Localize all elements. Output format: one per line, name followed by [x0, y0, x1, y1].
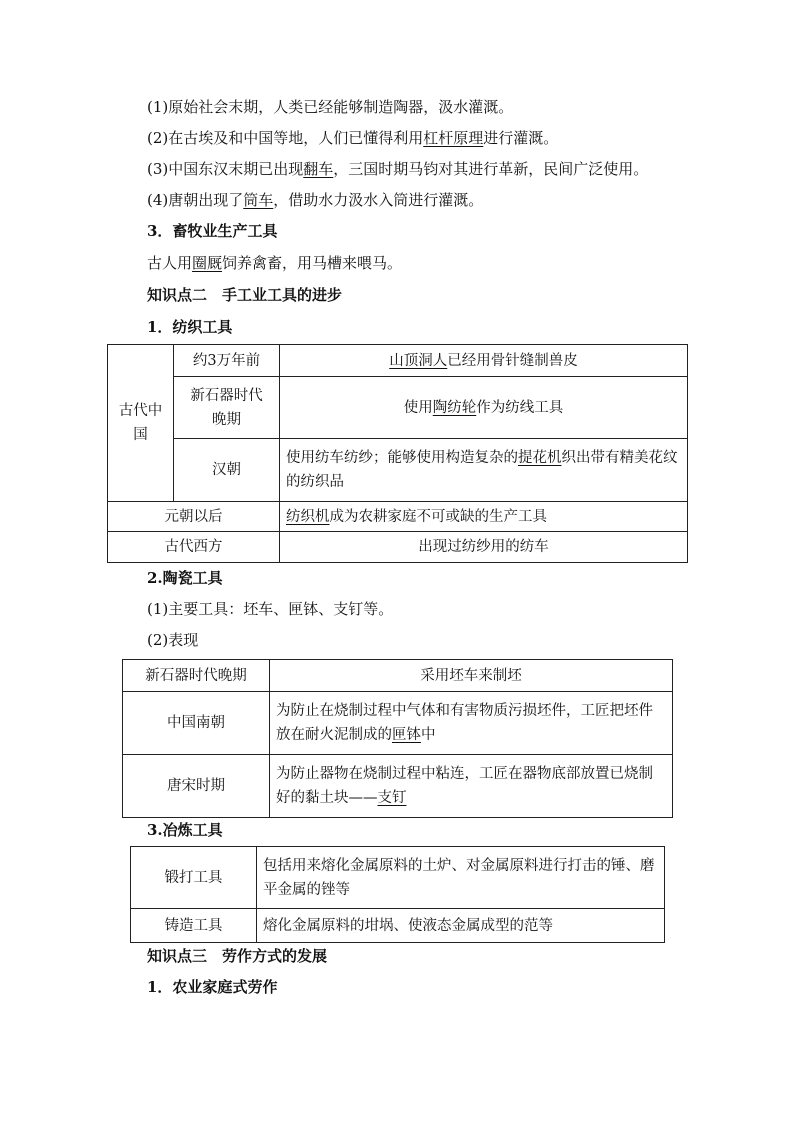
- pottery-table: [122, 659, 673, 818]
- textile-desc: 使用纺车纺纱；能够使用构造复杂的提花机织出带有精美花纹的纺织品: [280, 439, 688, 502]
- heading-livestock: 3．畜牧业生产工具: [147, 222, 278, 240]
- textile-desc: 出现过纺纱用的纺车: [280, 532, 688, 563]
- heading-smelting: 3.冶炼工具: [147, 821, 223, 839]
- heading-textile: 1．纺织工具: [147, 318, 233, 336]
- smelt-tool-desc: 包括用来熔化金属原料的土炉、对金属原料进行打击的锤、磨平金属的锉等: [257, 847, 665, 909]
- textile-group-cell: 古代中国: [108, 345, 174, 502]
- heading-pottery: 2.陶瓷工具: [147, 569, 223, 587]
- heading-knowledge-point-3: 知识点三 劳作方式的发展: [147, 947, 328, 965]
- text-line-4: (4)唐朝出现了筒车，借助水力汲水入筒进行灌溉。: [147, 191, 484, 209]
- text-line-1: (1)原始社会末期，人类已经能够制造陶器，汲水灌溉。: [147, 98, 514, 116]
- smelt-tool-desc: 熔化金属原料的坩埚、使液态金属成型的范等: [257, 909, 665, 943]
- pottery-desc: 采用坯车来制坯: [270, 660, 673, 692]
- textile-period: 元朝以后: [108, 502, 280, 532]
- pottery-desc: 为防止在烧制过程中气体和有害物质污损坯件，工匠把坯件放在耐火泥制成的匣钵中: [270, 692, 673, 755]
- pottery-desc: 为防止器物在烧制过程中粘连，工匠在器物底部放置已烧制好的黏土块——支钉: [270, 755, 673, 818]
- pottery-period: 唐宋时期: [123, 755, 270, 818]
- heading-knowledge-point-2: 知识点二 手工业工具的进步: [147, 286, 343, 304]
- pottery-period: 新石器时代晚期: [123, 660, 270, 692]
- textile-period: 汉朝: [174, 439, 280, 502]
- text-line-2: (2)在古埃及和中国等地，人们已懂得利用杠杆原理进行灌溉。: [147, 129, 559, 147]
- text-livestock: 古人用圈厩饲养禽畜，用马槽来喂马。: [147, 254, 403, 272]
- textile-desc: 山顶洞人已经用骨针缝制兽皮: [280, 345, 688, 377]
- smelting-table: [130, 846, 665, 943]
- textile-desc: 纺织机成为农耕家庭不可或缺的生产工具: [280, 502, 688, 532]
- textile-period: 新石器时代晚期: [174, 377, 280, 439]
- textile-period: 古代西方: [108, 532, 280, 563]
- smelt-tool-name: 锻打工具: [131, 847, 257, 909]
- text-pottery-performance: (2)表现: [147, 631, 199, 649]
- textile-desc: 使用陶纺轮作为纺线工具: [280, 377, 688, 439]
- text-line-3: (3)中国东汉末期已出现翻车，三国时期马钧对其进行革新，民间广泛使用。: [147, 160, 649, 178]
- textile-table: [107, 344, 688, 563]
- textile-period: 约3万年前: [174, 345, 280, 377]
- heading-farming: 1．农业家庭式劳作: [147, 978, 278, 996]
- smelt-tool-name: 铸造工具: [131, 909, 257, 943]
- text-pottery-tools: (1)主要工具：坯车、匣钵、支钉等。: [147, 600, 394, 618]
- pottery-period: 中国南朝: [123, 692, 270, 755]
